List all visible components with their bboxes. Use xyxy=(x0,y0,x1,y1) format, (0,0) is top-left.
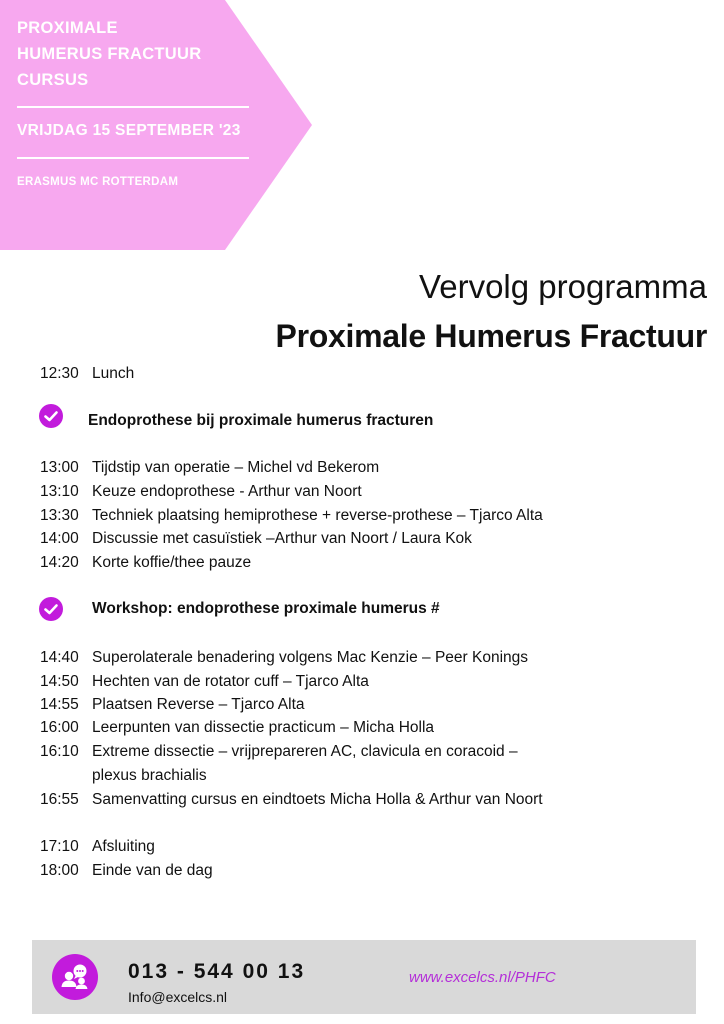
divider xyxy=(17,157,249,159)
schedule-row: 16:10 Extreme dissectie – vrijprepareren AC, clavicula en coracoid – xyxy=(40,743,518,760)
schedule-row: 18:00 Einde van de dag xyxy=(40,862,213,879)
schedule-row: 16:00 Leerpunten van dissectie practicum – Micha Holla xyxy=(40,719,435,736)
header-banner xyxy=(0,0,312,250)
schedule-row: 17:10 Afsluiting xyxy=(40,838,155,855)
contact-footer xyxy=(32,940,696,1014)
check-circle-icon xyxy=(39,597,63,621)
schedule-row: 14:40 Superolaterale benadering volgens Mac Kenzie – Peer Konings xyxy=(40,649,529,666)
phone-number[interactable]: 013 - 544 00 13 xyxy=(128,960,306,983)
course-date: VRIJDAG 15 SEPTEMBER '23 xyxy=(17,122,241,139)
schedule-row: 16:55 Samenvatting cursus en eindtoets Micha Holla & Arthur van Noort xyxy=(40,791,543,808)
course-title: PROXIMALE HUMERUS FRACTUUR CURSUS xyxy=(17,19,202,89)
schedule-row: 13:30 Techniek plaatsing hemiprothese + reverse-prothese – Tjarco Alta xyxy=(40,507,543,524)
schedule-row: 14:50 Hechten van de rotator cuff – Tjarco Alta xyxy=(40,673,369,690)
schedule-row: 13:00 Tijdstip van operatie – Michel vd Bekerom xyxy=(40,459,380,476)
section-title: Endoprothese bij proximale humerus fracturen xyxy=(88,412,434,429)
schedule-row: 14:00 Discussie met casuïstiek –Arthur van Noort / Laura Kok xyxy=(40,530,472,547)
schedule-row-continuation: plexus brachialis xyxy=(92,767,207,784)
schedule-row: 14:55 Plaatsen Reverse – Tjarco Alta xyxy=(40,696,305,713)
divider xyxy=(17,106,249,108)
check-circle-icon xyxy=(39,404,63,428)
section-title: Workshop: endoprothese proximale humerus # xyxy=(92,600,440,617)
page-title: Proximale Humerus Fractuur xyxy=(275,318,707,354)
schedule-row: 13:10 Keuze endoprothese - Arthur van Noort xyxy=(40,483,362,500)
schedule-row: 12:30 Lunch xyxy=(40,365,135,382)
page-subtitle: Vervolg programma xyxy=(419,268,707,305)
schedule-row: 14:20 Korte koffie/thee pauze xyxy=(40,554,252,571)
course-venue: ERASMUS MC ROTTERDAM xyxy=(17,176,179,188)
website-link[interactable]: www.excelcs.nl/PHFC xyxy=(409,969,556,986)
chat-people-icon xyxy=(52,954,98,1000)
email-link[interactable]: Info@excelcs.nl xyxy=(128,989,228,1005)
